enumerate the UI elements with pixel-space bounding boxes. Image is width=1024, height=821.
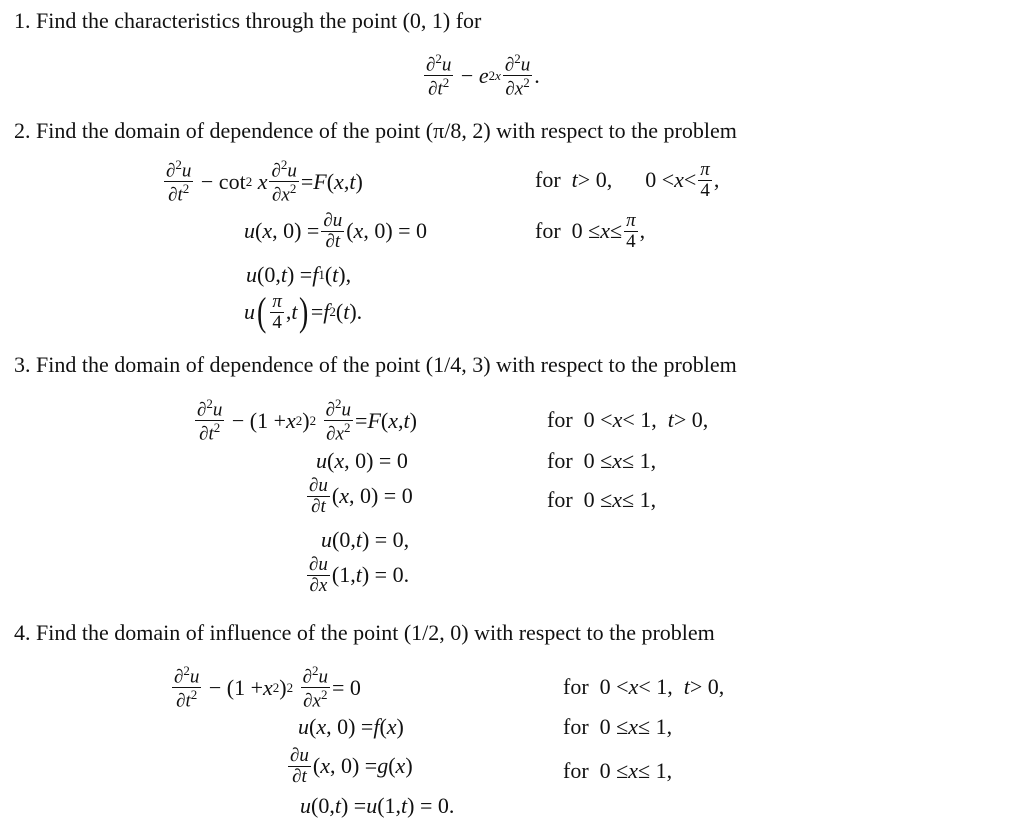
problem-3-cond-2: for 0 ≤ x ≤ 1, (547, 448, 657, 473)
problem-3-eq-3: $\frac{\partial u}{\partial t}$ ( x , 0) = 0 (309, 475, 413, 517)
problem-number: 4. (14, 620, 31, 645)
problem-4-eq-2: u ( x , 0) = f ( x ) (298, 714, 404, 739)
problem-4-cond-1: for 0 < x < 1, t > 0, (563, 674, 725, 699)
problem-4-cond-3: for 0 ≤ x ≤ 1, (563, 758, 673, 783)
problem-4-eq-4: u (0, t ) = u (1, t ) = 0. (300, 793, 455, 818)
problem-text: Find the domain of dependence of the point (1/4, 3) with respect to the problem (36, 352, 737, 377)
problem-3-statement (14, 352, 737, 378)
problem-4-cond-2: for 0 ≤ x ≤ 1, (563, 714, 673, 739)
problem-2-cond-1: for t > 0, 0 < x < $\frac{\pi}{4}$ , (535, 159, 720, 201)
problem-3-eq-4: u (0, t ) = 0, (321, 527, 410, 552)
problem-2-eq-4: u ( $\frac{\pi}{4}$ , t ) = f 2 ( t ). (244, 289, 363, 335)
problem-3-eq-2: u ( x , 0) = 0 (316, 448, 408, 473)
problem-2-cond-2: for 0 ≤ x ≤ $\frac{\pi}{4}$ , (535, 210, 646, 252)
problem-4-statement (14, 620, 715, 646)
problem-1-equation: $\frac{\partial^2u}{\partial t^2}$ − e 2x $\frac{\partial^2u}{\partial x^2}$ . (426, 51, 540, 100)
problem-4-eq-3: $\frac{\partial u}{\partial t}$ ( x , 0) = g ( x ) (290, 745, 413, 787)
problem-2-eq-1: $\frac{\partial^2u}{\partial t^2}$ − cot 2 x $\frac{\partial^2u}{\partial x^2}$ = F ( x , t ) (166, 157, 363, 206)
problem-number: 1. (14, 8, 31, 33)
problem-2-eq-3: u (0, t ) = f 1 ( t ), (246, 262, 352, 287)
problem-3-eq-5: $\frac{\partial u}{\partial x}$ (1, t ) = 0. (309, 554, 410, 596)
problem-3-cond-3: for 0 ≤ x ≤ 1, (547, 487, 657, 512)
problem-text: Find the characteristics through the point (0, 1) for (36, 8, 482, 33)
problem-2-statement (14, 118, 737, 144)
problem-text: Find the domain of influence of the point (1/2, 0) with respect to the problem (36, 620, 715, 645)
problem-2-eq-2: u ( x , 0) = $\frac{\partial u}{\partial t}$ ( x , 0) = 0 (244, 210, 428, 252)
problem-3-cond-1: for 0 < x < 1, t > 0, (547, 407, 709, 432)
problem-number: 3. (14, 352, 31, 377)
problem-3-eq-1: $\frac{\partial^2u}{\partial t^2}$ − (1 + x 2 ) 2 $\frac{\partial^2u}{\partial x^2}$ = F ( x , t ) (197, 396, 417, 445)
problem-number: 2. (14, 118, 31, 143)
problem-4-eq-1: $\frac{\partial^2u}{\partial t^2}$ − (1 + x 2 ) 2 $\frac{\partial^2u}{\partial x^2}$ = 0 (174, 663, 361, 712)
problem-1-statement (14, 8, 481, 34)
problem-text: Find the domain of dependence of the point (π/8, 2) with respect to the problem (36, 118, 737, 143)
